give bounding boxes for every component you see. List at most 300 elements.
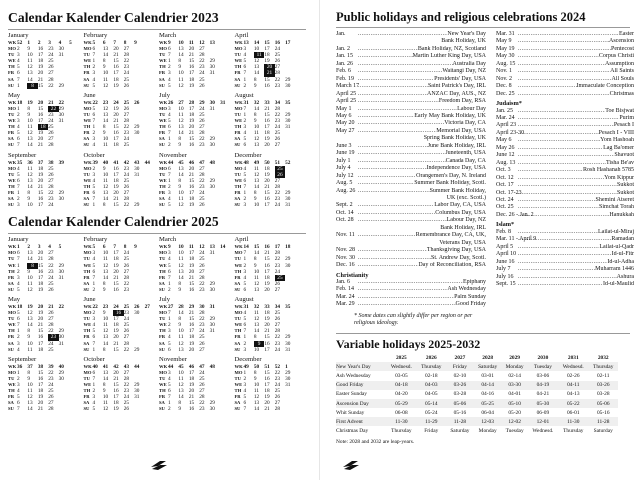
- leader-dots: [518, 145, 603, 152]
- day-number: 13: [178, 165, 184, 172]
- week-number: 1: [27, 40, 31, 46]
- leader-dots: [518, 31, 619, 38]
- leader-dots: [358, 53, 413, 60]
- day-number: [134, 142, 144, 148]
- holiday-date: Feb. 6: [336, 68, 351, 75]
- day-number: 21: [113, 118, 119, 125]
- weekday-label: SA: [159, 136, 165, 142]
- holiday-name: Ashura: [616, 273, 634, 280]
- day-number: 30: [58, 111, 64, 118]
- weekday-label: WK: [234, 363, 243, 369]
- holiday-entry: [518, 68, 634, 75]
- leader-dots: [518, 190, 617, 197]
- holiday-row: [496, 115, 634, 122]
- weekday-label: WK: [83, 99, 92, 105]
- day-number: 26: [123, 183, 130, 190]
- day-number: 9: [178, 64, 182, 71]
- week-number: 40: [92, 363, 98, 370]
- holiday-row: [336, 38, 486, 45]
- week-number: 43: [123, 363, 130, 370]
- day-number: 29: [58, 189, 64, 196]
- table-cell: Tuesday: [528, 362, 558, 371]
- weekday-label: SU: [234, 406, 241, 412]
- day-number: 19: [37, 64, 44, 71]
- day-number: 26: [199, 340, 205, 347]
- month-table: [235, 304, 307, 353]
- month-name: February: [83, 32, 108, 39]
- day-number: 14: [27, 183, 33, 190]
- weekday-label: SA: [234, 400, 241, 406]
- week-number: 45: [178, 363, 184, 370]
- leader-dots: [358, 294, 454, 301]
- holiday-row: [496, 68, 634, 75]
- day-number: 21: [113, 196, 119, 203]
- weekday-label: SA: [83, 136, 90, 142]
- day-number: 3: [17, 340, 20, 347]
- day-number: 4: [92, 142, 96, 149]
- day-number: 13: [102, 268, 109, 275]
- weekday-label: SA: [159, 280, 165, 286]
- weekday-label: MO: [234, 369, 243, 375]
- day-number: 6: [168, 268, 171, 275]
- leader-dots: [518, 152, 614, 159]
- day-number: 12: [253, 58, 260, 65]
- day-number: 15: [188, 280, 195, 287]
- day-number: 23: [48, 334, 58, 340]
- day-number: 28: [274, 70, 281, 77]
- day-number: 3: [243, 202, 247, 209]
- day-number: 10: [27, 118, 33, 125]
- month-name: July: [159, 91, 170, 99]
- day-number: 30: [285, 375, 291, 382]
- day-number: 20: [37, 250, 44, 257]
- day-number: 4: [168, 375, 171, 382]
- table-cell: 04-14: [474, 381, 502, 390]
- day-number: 20: [37, 316, 44, 323]
- leader-dots: [358, 113, 414, 120]
- day-number: 21: [188, 171, 195, 178]
- week-number: 5: [92, 40, 96, 46]
- day-number: 15: [113, 346, 119, 353]
- table-cell: 11-28: [588, 417, 618, 426]
- table-cell: 06-04: [481, 409, 494, 416]
- day-number: [59, 142, 69, 148]
- day-number: 3: [17, 52, 20, 59]
- day-number: 16: [113, 388, 119, 395]
- holiday-date: [336, 195, 358, 202]
- holiday-row: [336, 188, 486, 195]
- day-number: 11: [27, 280, 33, 287]
- day-number: 17: [264, 124, 270, 131]
- day-number: 22: [123, 124, 130, 131]
- week-number: 22: [58, 304, 64, 310]
- holiday-row: [336, 301, 486, 308]
- holiday-name: Veterans Day, USA: [439, 239, 486, 246]
- day-number: 20: [113, 369, 119, 376]
- holiday-row: [496, 236, 634, 243]
- holiday-date: July 4: [336, 165, 351, 172]
- islam-heading: Islam*: [496, 221, 515, 229]
- weekday-label: TU: [83, 316, 90, 322]
- day-number: 8: [102, 280, 106, 287]
- month-table: [8, 100, 80, 149]
- day-number: 7: [92, 340, 96, 347]
- day-number: 14: [253, 406, 260, 413]
- day-number: 6: [168, 46, 171, 53]
- day-number: 24: [199, 70, 205, 77]
- weekday-label: TU: [234, 111, 241, 117]
- week-number: 20: [37, 99, 44, 106]
- leader-dots: [358, 46, 418, 53]
- holiday-name: Assumption: [604, 60, 634, 67]
- day-number: [296, 287, 306, 293]
- day-number: 12: [27, 64, 33, 71]
- day-number: 5: [17, 286, 20, 293]
- day-number: [296, 406, 306, 412]
- day-number: 15: [188, 177, 195, 184]
- week-number: 39: [58, 159, 64, 166]
- holiday-date: April 25: [336, 98, 357, 105]
- week-number: 9: [168, 40, 171, 46]
- weekday-label: TH: [8, 124, 15, 130]
- leader-dots: [518, 53, 599, 60]
- day-number: 25: [199, 196, 205, 203]
- month-name: June: [83, 296, 96, 303]
- holiday-name: Bank Holiday, NZ, Scotland: [417, 45, 486, 52]
- year-header: 2026: [425, 355, 437, 362]
- weekday-label: TH: [8, 64, 15, 70]
- day-number: 17: [113, 70, 119, 77]
- day-number: 6: [168, 124, 171, 131]
- table-cell: Thursday: [391, 428, 412, 435]
- holiday-entry: [518, 31, 634, 38]
- leader-dots: [358, 150, 445, 157]
- day-number: 6: [92, 268, 96, 275]
- holiday-row: [496, 130, 634, 137]
- holiday-name: Good Friday: [455, 301, 486, 308]
- day-number: 23: [199, 142, 205, 149]
- day-number: 14: [27, 322, 33, 329]
- weekday-label: WE: [234, 262, 243, 268]
- leader-dots: [518, 130, 599, 137]
- day-number: 11: [27, 165, 33, 172]
- weekday-label: MO: [159, 105, 167, 111]
- weekday-label: MO: [159, 369, 167, 375]
- day-number: 24: [199, 189, 205, 196]
- weekday-label: WE: [159, 177, 167, 183]
- day-number: 4: [168, 334, 171, 341]
- day-number: 14: [253, 183, 260, 190]
- day-number: 11: [102, 322, 109, 329]
- day-number: 10: [27, 52, 33, 59]
- holiday-date: Dec. 8: [496, 83, 512, 90]
- weekday-label: FR: [83, 189, 90, 195]
- weekday-label: WK: [234, 40, 243, 45]
- day-number: 23: [48, 268, 54, 275]
- weekday-label: TU: [8, 52, 15, 58]
- weekday-label: SA: [234, 136, 241, 142]
- day-number: 23: [274, 82, 281, 89]
- day-number: 30: [285, 196, 291, 203]
- day-number: 11: [254, 52, 264, 58]
- weekday-label: WE: [159, 382, 167, 388]
- day-number: 1: [92, 202, 96, 209]
- table-cell: 05-24: [425, 409, 438, 416]
- day-number: 12: [102, 183, 109, 190]
- weekday-label: TH: [159, 268, 166, 274]
- month-table: [159, 160, 231, 209]
- day-number: 2: [17, 268, 20, 275]
- month-table: [235, 160, 307, 209]
- leader-dots: [358, 106, 457, 113]
- week-number: 11: [188, 40, 194, 46]
- holiday-name: Summer Bank Holiday,: [429, 187, 486, 194]
- week-number: 44: [144, 159, 150, 166]
- day-number: 17: [188, 250, 195, 257]
- holiday-row: [496, 160, 634, 167]
- day-number: 3: [92, 250, 96, 257]
- day-number: [134, 287, 144, 293]
- day-number: 27: [199, 124, 205, 131]
- day-number: 1: [17, 369, 20, 376]
- day-number: 6: [243, 400, 247, 407]
- holiday-entry: [518, 251, 634, 258]
- day-number: 26: [48, 286, 54, 293]
- holiday-date: Dec. 25: [496, 90, 515, 97]
- day-number: 13: [102, 46, 109, 53]
- holiday-label: Good Friday: [336, 381, 386, 390]
- weekday-label: FR: [234, 70, 241, 76]
- day-number: 28: [123, 52, 130, 59]
- day-number: 30: [209, 406, 215, 413]
- day-number: 6: [17, 70, 20, 77]
- weekday-label: TU: [159, 52, 166, 58]
- leader-dots: [358, 158, 446, 165]
- day-number: 16: [37, 375, 44, 382]
- week-number: 22: [58, 99, 64, 106]
- day-number: 15: [113, 382, 119, 389]
- holiday-date: Sept. 2: [336, 202, 353, 209]
- week-number: 25: [123, 99, 130, 106]
- holiday-entry: [358, 210, 486, 217]
- weekday-label: WE: [234, 322, 243, 328]
- week-number: 34: [274, 304, 281, 310]
- day-number: 11: [27, 124, 33, 131]
- day-number: 19: [264, 394, 270, 401]
- leader-dots: [518, 204, 599, 211]
- day-number: 20: [188, 124, 195, 131]
- day-number: 8: [27, 189, 31, 196]
- week-number: 2: [37, 40, 41, 46]
- holiday-label: Christmas Day: [336, 428, 369, 435]
- month-block: [235, 152, 307, 209]
- leader-dots: [358, 68, 442, 75]
- holiday-label: Whit Sunday: [336, 409, 365, 416]
- weekday-label: MO: [234, 105, 243, 111]
- month-block: [84, 236, 156, 293]
- holiday-row: [336, 294, 486, 301]
- week-number: 24: [113, 304, 119, 310]
- day-number: [69, 202, 79, 208]
- holiday-name: St. Andrew Day, Scotl.: [431, 254, 486, 261]
- day-number: 1: [168, 58, 171, 65]
- day-number: 5: [17, 171, 20, 178]
- day-number: 8: [102, 124, 106, 131]
- holiday-entry: [518, 61, 634, 68]
- day-number: 26: [123, 105, 130, 112]
- holiday-name: Lag Ba'omer: [603, 144, 634, 151]
- day-number: 19: [37, 130, 44, 137]
- week-number: 27: [178, 99, 184, 106]
- table-cell: 03-06: [536, 372, 550, 379]
- day-number: 23: [123, 64, 130, 71]
- day-number: 19: [188, 118, 195, 125]
- holiday-entry: [518, 137, 634, 144]
- holiday-label: New Year's Day: [336, 362, 386, 371]
- holiday-date: April 10: [496, 251, 517, 258]
- weekday-label: TH: [83, 124, 91, 130]
- day-number: 24: [274, 346, 281, 353]
- table-cell: 11-28: [446, 417, 474, 426]
- month-name: January: [8, 236, 29, 244]
- week-number: 27: [168, 304, 174, 310]
- holiday-row: [496, 281, 634, 288]
- week-number: 3: [37, 244, 41, 251]
- holiday-date: June 12: [496, 152, 515, 159]
- day-number: 3: [92, 136, 96, 143]
- day-number: 31: [58, 52, 64, 59]
- day-number: 3: [168, 328, 171, 335]
- month-name: October: [83, 355, 105, 363]
- day-number: 5: [92, 105, 96, 112]
- day-number: 12: [178, 202, 184, 209]
- day-number: 4: [92, 400, 96, 407]
- holiday-entry: [358, 165, 486, 172]
- holiday-entry: [518, 266, 634, 273]
- table-cell: Tuesday: [505, 428, 524, 435]
- weekday-label: SA: [8, 400, 14, 406]
- day-number: 8: [102, 346, 106, 353]
- holiday-entry: [518, 204, 634, 211]
- day-number: 18: [37, 280, 44, 287]
- holiday-row: [496, 167, 634, 174]
- week-number: 37: [37, 159, 44, 166]
- week-number: 51: [264, 363, 270, 370]
- day-number: 12: [102, 105, 109, 112]
- day-number: 8: [253, 76, 257, 83]
- day-number: 27: [123, 189, 130, 196]
- day-number: 10: [27, 274, 33, 281]
- day-number: 8: [253, 111, 257, 118]
- day-number: 17: [37, 202, 44, 209]
- leader-dots: [358, 165, 427, 172]
- day-number: 27: [274, 177, 281, 184]
- week-number: 40: [58, 363, 64, 370]
- day-number: 13: [27, 250, 33, 257]
- holiday-row: [496, 46, 634, 53]
- day-number: 23: [48, 196, 54, 203]
- holiday-name: Muharram 1446: [595, 266, 634, 273]
- holiday-name: Yom Kippur: [604, 174, 634, 181]
- day-number: 18: [113, 256, 119, 263]
- day-number: 10: [102, 171, 109, 178]
- day-number: 12: [253, 280, 260, 287]
- day-number: 4: [243, 274, 247, 281]
- weekday-label: FR: [83, 274, 90, 280]
- table-cell: Thursday: [417, 362, 446, 371]
- day-number: 25: [123, 322, 130, 329]
- day-number: 19: [113, 406, 119, 413]
- holiday-row: [496, 38, 634, 45]
- month-block: [159, 92, 231, 149]
- table-cell: 04-21: [536, 391, 550, 398]
- day-number: 16: [188, 286, 195, 293]
- day-number: 7: [243, 70, 247, 77]
- holiday-entry: [358, 294, 486, 301]
- weekday-label: WK: [8, 304, 17, 309]
- day-number: 4: [243, 388, 247, 395]
- table-cell: 05-06: [588, 399, 618, 408]
- weekday-label: SA: [234, 280, 241, 286]
- day-number: 3: [17, 118, 20, 125]
- holiday-name: Memorial Day, USA: [436, 127, 486, 134]
- holiday-entry: [518, 83, 634, 90]
- month-name: December: [234, 355, 262, 363]
- day-number: [220, 287, 230, 293]
- day-number: 30: [285, 118, 291, 125]
- holiday-name: Australia Day: [452, 60, 486, 67]
- day-number: [285, 142, 295, 148]
- day-number: 27: [274, 142, 281, 149]
- day-number: 16: [113, 310, 123, 316]
- day-number: 20: [188, 46, 195, 53]
- day-number: 4: [92, 177, 96, 184]
- day-number: 11: [253, 310, 260, 317]
- day-number: 3: [92, 394, 96, 401]
- weekday-label: FR: [8, 274, 15, 280]
- day-number: 14: [102, 375, 109, 382]
- holiday-row: [336, 180, 486, 187]
- table-cell: 05-10: [502, 399, 528, 408]
- day-number: 17: [113, 171, 119, 178]
- leader-dots: [358, 247, 427, 254]
- holiday-date: Mar. 31: [496, 31, 515, 37]
- day-number: 16: [113, 165, 119, 172]
- week-number: 31: [209, 304, 215, 310]
- month-name: April: [234, 32, 249, 39]
- variable-holidays-title: Variable holidays 2025-2032: [336, 333, 630, 352]
- table-cell: Saturday: [593, 428, 613, 435]
- weekday-label: SU: [159, 346, 165, 352]
- day-number: 21: [113, 274, 119, 281]
- day-number: 25: [199, 334, 205, 341]
- leader-dots: [358, 286, 447, 293]
- leader-dots: [518, 259, 607, 266]
- holiday-row: [496, 197, 634, 204]
- day-number: 21: [188, 394, 195, 401]
- day-number: 2: [92, 388, 96, 395]
- weekday-label: FR: [159, 70, 166, 76]
- holiday-date: Oct. 25: [496, 204, 514, 211]
- day-number: 20: [264, 142, 270, 149]
- table-cell: 03-05: [395, 372, 408, 379]
- day-number: 4: [243, 310, 247, 317]
- day-number: 30: [209, 64, 215, 71]
- weekday-label: FR: [83, 70, 90, 76]
- day-number: 24: [274, 268, 281, 275]
- day-number: 11: [27, 58, 33, 65]
- day-number: 19: [113, 82, 119, 89]
